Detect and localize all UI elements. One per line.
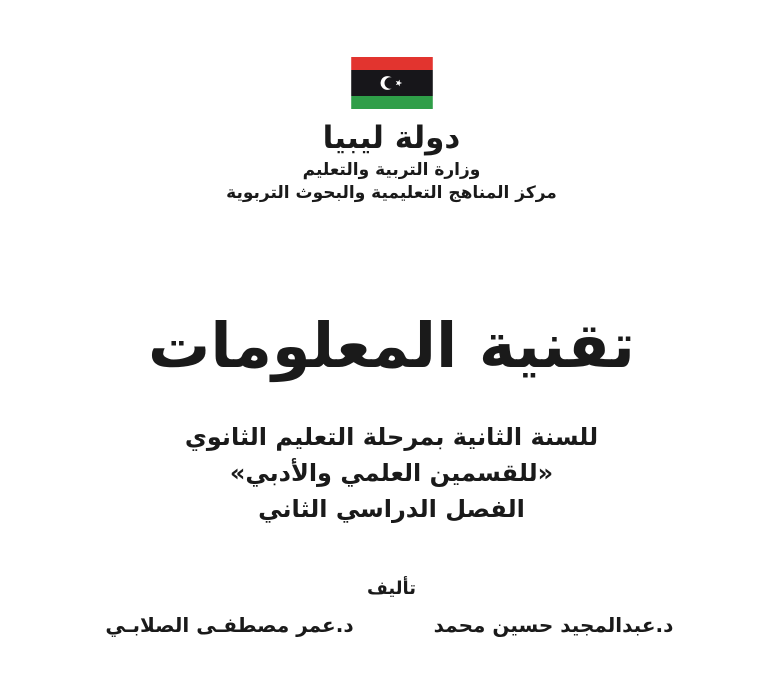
libya-flag-icon — [351, 57, 433, 109]
subtitle-semester-line: الفصل الدراسي الثاني — [258, 494, 525, 523]
state-name: دولة ليبيا — [322, 120, 461, 156]
flag-red-stripe — [351, 57, 433, 70]
subtitle-grade-line: للسنة الثانية بمرحلة التعليم الثانوي — [184, 422, 599, 451]
authors-row — [68, 610, 716, 640]
flag-container — [0, 0, 783, 109]
curriculum-center-name: مركز المناهج التعليمية والبحوث التربوية — [226, 182, 557, 203]
subtitle-sections-line: «للقسمين العلمي والأدبي» — [229, 458, 554, 487]
author-name-right: د.عبدالمجيد حسين محمد — [433, 612, 674, 637]
book-title: تقنية المعلومات — [148, 308, 635, 382]
byline-label: تأليف — [366, 577, 417, 599]
ministry-name: وزارة التربية والتعليم — [302, 159, 481, 180]
flag-green-stripe — [351, 96, 433, 109]
subtitle-block — [0, 419, 783, 527]
author-name-left: د.عمر مصطفـى الصلابـي — [105, 612, 354, 637]
